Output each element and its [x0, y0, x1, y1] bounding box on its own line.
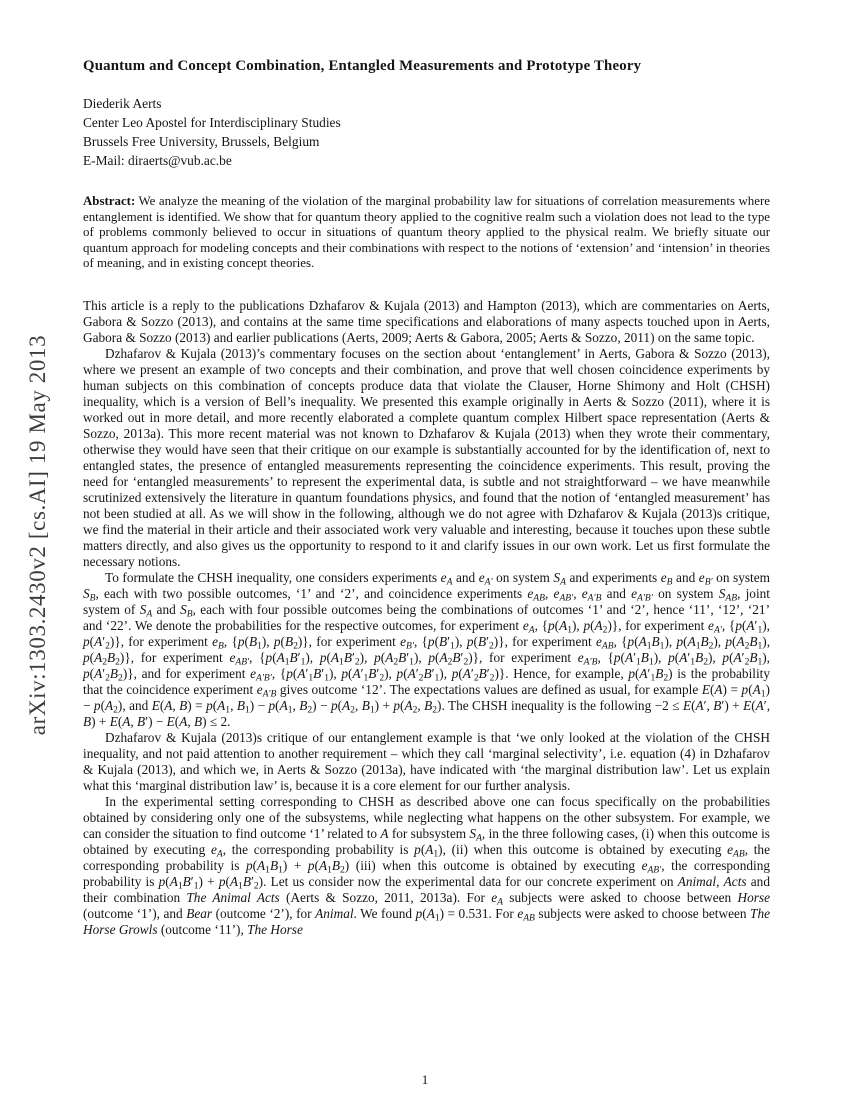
- arxiv-watermark: arXiv:1303.2430v2 [cs.AI] 19 May 2013: [25, 334, 50, 736]
- abstract-label: Abstract:: [83, 194, 136, 208]
- abstract-text: We analyze the meaning of the violation of the marginal probability law for situations of correlation measurements where entanglement is identified. We show that for quantum theory applied to the cognitive realm such a violation does not lead to the type of problems commonly believed to occur in situations of quantum theory applied to the physical realm. We briefly situate our quantum approach for modeling concepts and their combinations with respect to the notions of ‘extension’ and ‘intension’ in theories of meaning, and in existing concept theories.: [83, 194, 770, 271]
- body-paragraph-4: Dzhafarov & Kujala (2013)s critique of our entanglement example is that ‘we only looked at the violation of the CHSH inequality, and not paid attention to another requirement – which they call ‘marginal selectivity’, i.e. equation (4) in Dzhafarov & Kujala (2013), and which we, in Aerts & Sozzo (2013a), have indicated with ‘the marginal distribution law’. Let us explain what this ‘marginal distribution law’ is, because it is a core element for our further analysis.: [83, 729, 770, 793]
- author-affiliation-2: Brussels Free University, Brussels, Belgium: [83, 134, 320, 149]
- body-paragraph-2: Dzhafarov & Kujala (2013)’s commentary focuses on the section about ‘entanglement’ in Aerts, Gabora & Sozzo (2013), where we present an example of two concepts and their combination, and prove that well chosen coincidence experiments by human subjects on this combination of concepts produce data that violate the Clauser, Horne Shimony and Holt (CHSH) inequality, which is a version of Bell’s inequality. We presented this example originally in Aerts & Sozzo (2011), where it is worked out in more detail, and more recently elaborated a complete quantum complex Hilbert space representation (Aerts & Sozzo, 2013a). This more recent material was not known to Dzhafarov & Kujala (2013) when they wrote their commentary, otherwise they would have seen that their critique on our example is substantially accounted for by the identification of, next to entangled states, the presence of entangled measurements representing the coincidence experiments. This result, proving the need for ‘entangled measurements’ to represent the experimental data, is subtle and not straightforward – we have meanwhile scrutinized extensively the literature in quantum foundations physics, and found that the notion of ‘entangled measurement’ has not been studied at all. As we will show in the following, although we do not agree with Dzhafarov & Kujala (2013)s critique, we find the material in their article and their associated work very valuable and interesting, because it touches upon these subtle matters directly, and also gives us the opportunity to respond to it and clarify issues in our own work. Let us first formulate the necessary notions.: [83, 345, 770, 569]
- author-email: E-Mail: diraerts@vub.ac.be: [83, 153, 232, 168]
- abstract: [83, 194, 770, 272]
- paper-body: [83, 298, 770, 938]
- author-name: Diederik Aerts: [83, 96, 162, 111]
- author-block: [83, 94, 770, 170]
- paper-content: [83, 58, 770, 938]
- body-paragraph-3: To formulate the CHSH inequality, one considers experiments $e_A$ and $e_{A'}$ on system $S_A$ and experiments $e_B$ and $e_{B'}$ on system $S_B$, each with two possible outcomes, ‘1’ and ‘2’, and coincidence experiments $e_{AB}$, $e_{AB'}$, $e_{A'B}$ and $e_{A'B'}$ on system $S_{AB}$, joint system of $S_A$ and $S_B$, each with four possible outcomes being the combinations of outcomes ‘1’ and ‘2’, hence ‘11’, ‘12’, ‘21’ and ‘22’. We denote the probabilities for the respective outcomes, for experiment $e_A$, {$p(A_1)$, $p(A_2)$}, for experiment $e_{A'}$, {$p(A'_1)$, $p(A'_2)$}, for experiment $e_B$, {$p(B_1)$, $p(B_2)$}, for experiment $e_{B'}$, {$p(B'_1)$, $p(B'_2)$}, for experiment $e_{AB}$, {$p(A_1B_1)$, $p(A_1B_2)$, $p(A_2B_1)$, $p(A_2B_2)$}, for experiment $e_{AB'}$, {$p(A_1B'_1)$, $p(A_1B'_2)$, $p(A_2B'_1)$, $p(A_2B'_2)$}, for experiment $e_{A'B}$, {$p(A'_1B_1)$, $p(A'_1B_2)$, $p(A'_2B_1)$, $p(A'_2B_2)$}, and for experiment $e_{A'B'}$, {$p(A'_1B'_1)$, $p(A'_1B'_2)$, $p(A'_2B'_1)$, $p(A'_2B'_2)$}. Hence, for example, $p(A'_1B_2)$ is the probability that the coincidence experiment $e_{A'B}$ gives outcome ‘12’. The expectations values are defined as usual, for example $E(A) = p(A_1) - p(A_2)$, and E(A, $B) = p(A_1$, $B_1) - p(A_1$, $B_2) - p(A_2$, $B_1) + p(A_2$, $B_2$). The CHSH inequality is the following −2 ≤ E(A′, B′) + E(A′, B) + E(A, B′) − E(A, B) ≤ 2.: [83, 569, 771, 729]
- body-paragraph-5: In the experimental setting corresponding to CHSH as described above one can focus specifically on the probabilities obtained by considering only one of the subsystems, while neglecting what happens on the other subsystem. For example, we can consider the situation to find outcome ‘1’ related to A for subsystem $S_A$, in the three following cases, (i) when this outcome is obtained by executing $e_A$, the corresponding probability is $p(A_1)$, (ii) when this outcome is obtained by executing $e_{AB}$, the corresponding probability is $p(A_1B_1) + p(A_1B_2)$ (iii) when this outcome is obtained by executing $e_{AB'}$, the corresponding probability is $p(A_1B'_1) + p(A_1B'_2)$. Let us consider now the experimental data for our concrete experiment on Animal, Acts and their combination The Animal Acts (Aerts & Sozzo, 2011, 2013a). For $e_A$ subjects were asked to choose between Horse (outcome ‘1’), and Bear (outcome ‘2’), for Animal. We found $p(A_1) = 0.531$. For $e_{AB}$ subjects were asked to choose between The Horse Growls (outcome ‘11’), The Horse: [83, 793, 770, 937]
- paper-title: Quantum and Concept Combination, Entangled Measurements and Prototype Theory: [83, 58, 642, 74]
- author-affiliation-1: Center Leo Apostel for Interdisciplinary Studies: [83, 115, 341, 130]
- body-paragraph-1: This article is a reply to the publications Dzhafarov & Kujala (2013) and Hampton (2013), which are commentaries on Aerts, Gabora & Sozzo (2013), and contains at the same time specifications and elaborations of many aspects touched upon in Aerts, Gabora & Sozzo (2013) and earlier publications (Aerts, 2009; Aerts & Gabora, 2005; Aerts & Sozzo, 2011) on the same topic.: [83, 297, 770, 345]
- page-number: 1: [421, 1072, 429, 1087]
